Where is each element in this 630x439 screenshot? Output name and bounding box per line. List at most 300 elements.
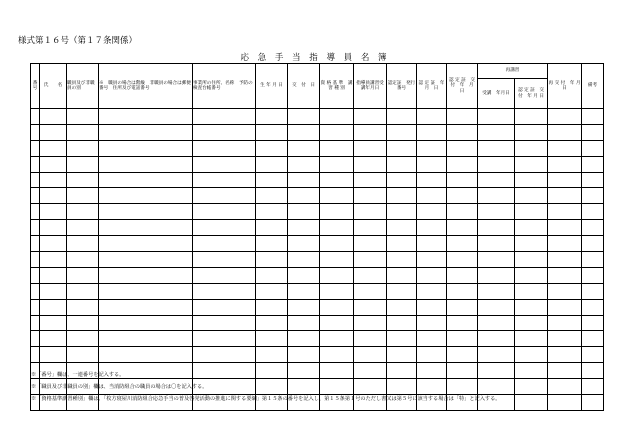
table-cell[interactable] [515,124,548,140]
table-cell[interactable] [548,395,582,411]
table-cell[interactable] [447,140,478,156]
table-cell[interactable] [320,188,354,204]
table-cell[interactable] [288,347,320,363]
table-cell[interactable] [387,220,417,236]
table-cell[interactable] [320,267,354,283]
table-row [31,252,604,268]
table-row [31,204,604,220]
table-cell[interactable] [417,124,447,140]
table-cell[interactable] [582,267,604,283]
table-cell[interactable] [193,188,256,204]
table-cell[interactable] [548,283,582,299]
table-cell[interactable] [320,299,354,315]
table-cell[interactable] [354,172,387,188]
table-cell[interactable] [478,109,515,125]
table-cell[interactable] [256,299,288,315]
table-cell[interactable] [31,267,40,283]
table-cell[interactable] [447,172,478,188]
header-instructor-course: 指導員講習受講年月日 [354,64,387,109]
table-cell[interactable] [288,267,320,283]
table-cell[interactable] [417,236,447,252]
table-cell[interactable] [99,172,193,188]
table-cell[interactable] [67,188,99,204]
table-cell[interactable] [478,252,515,268]
table-cell[interactable] [256,109,288,125]
table-cell[interactable] [354,109,387,125]
table-cell[interactable] [515,363,548,379]
table-cell[interactable] [256,156,288,172]
table-cell[interactable] [417,379,447,395]
table-cell[interactable] [548,347,582,363]
table-cell[interactable] [548,363,582,379]
table-cell[interactable] [193,267,256,283]
table-cell[interactable] [447,315,478,331]
table-cell[interactable] [256,363,288,379]
table-cell[interactable] [548,379,582,395]
table-row [31,347,604,363]
table-cell[interactable] [417,204,447,220]
table-cell[interactable] [582,124,604,140]
table-cell[interactable] [40,156,67,172]
table-cell[interactable] [31,331,40,347]
table-cell[interactable] [447,283,478,299]
table-cell[interactable] [256,140,288,156]
table-cell[interactable] [67,299,99,315]
table-cell[interactable] [515,315,548,331]
table-cell[interactable] [515,379,548,395]
table-cell[interactable] [478,331,515,347]
table-cell[interactable] [417,299,447,315]
table-cell[interactable] [478,124,515,140]
table-cell[interactable] [99,188,193,204]
table-cell[interactable] [193,204,256,220]
table-cell[interactable] [288,109,320,125]
table-cell[interactable] [288,140,320,156]
header-cert-date: 認 定 証 年 月 日 [417,64,447,109]
table-cell[interactable] [67,109,99,125]
table-cell[interactable] [256,267,288,283]
page-title: 応 急 手 当 指 導 員 名 簿 [240,53,390,63]
table-cell[interactable] [582,236,604,252]
table-cell[interactable] [193,252,256,268]
table-cell[interactable] [354,204,387,220]
register-table [30,63,604,411]
table-cell[interactable] [447,299,478,315]
table-cell[interactable] [288,283,320,299]
table-cell[interactable] [256,379,288,395]
table-cell[interactable] [193,363,256,379]
table-cell[interactable] [417,363,447,379]
table-cell[interactable] [288,204,320,220]
table-cell[interactable] [478,379,515,395]
table-cell[interactable] [40,220,67,236]
table-cell[interactable] [387,156,417,172]
table-cell[interactable] [320,252,354,268]
table-cell[interactable] [582,315,604,331]
table-cell[interactable] [582,188,604,204]
table-cell[interactable] [256,252,288,268]
table-cell[interactable] [354,236,387,252]
table-cell[interactable] [288,188,320,204]
table-cell[interactable] [40,252,67,268]
table-cell[interactable] [478,220,515,236]
table-cell[interactable] [31,347,40,363]
table-cell[interactable] [417,172,447,188]
table-cell[interactable] [548,124,582,140]
table-cell[interactable] [256,188,288,204]
table-cell[interactable] [288,172,320,188]
header-number: 番号 [31,64,40,109]
table-cell[interactable] [320,220,354,236]
table-cell[interactable] [387,236,417,252]
table-cell[interactable] [515,109,548,125]
table-cell[interactable] [67,140,99,156]
table-cell[interactable] [548,204,582,220]
table-cell[interactable] [582,299,604,315]
table-cell[interactable] [31,172,40,188]
table-cell[interactable] [99,140,193,156]
table-cell[interactable] [288,156,320,172]
table-cell[interactable] [354,220,387,236]
table-cell[interactable] [67,172,99,188]
table-cell[interactable] [478,299,515,315]
table-cell[interactable] [478,283,515,299]
table-cell[interactable] [548,331,582,347]
table-cell[interactable] [417,331,447,347]
table-cell[interactable] [31,140,40,156]
table-cell[interactable] [31,124,40,140]
table-cell[interactable] [31,283,40,299]
table-cell[interactable] [40,236,67,252]
table-cell[interactable] [478,156,515,172]
table-cell[interactable] [320,172,354,188]
table-cell[interactable] [478,363,515,379]
table-cell[interactable] [447,156,478,172]
table-cell[interactable] [478,315,515,331]
table-cell[interactable] [99,156,193,172]
table-cell[interactable] [354,331,387,347]
table-cell[interactable] [548,172,582,188]
table-cell[interactable] [193,109,256,125]
table-cell[interactable] [387,299,417,315]
table-cell[interactable] [548,156,582,172]
table-cell[interactable] [478,236,515,252]
table-cell[interactable] [288,379,320,395]
table-cell[interactable] [99,109,193,125]
table-cell[interactable] [99,283,193,299]
table-cell[interactable] [447,220,478,236]
table-cell[interactable] [417,283,447,299]
table-cell[interactable] [582,156,604,172]
table-cell[interactable] [320,283,354,299]
table-cell[interactable] [354,363,387,379]
table-cell[interactable] [447,363,478,379]
header-reissue: 再 交 付 年 月 日 [548,64,582,109]
table-cell[interactable] [354,299,387,315]
table-cell[interactable] [582,204,604,220]
table-cell[interactable] [478,347,515,363]
table-cell[interactable] [67,331,99,347]
table-cell[interactable] [99,347,193,363]
table-cell[interactable] [67,252,99,268]
table-cell[interactable] [417,347,447,363]
table-cell[interactable] [582,140,604,156]
table-cell[interactable] [193,156,256,172]
table-cell[interactable] [256,283,288,299]
table-cell[interactable] [387,172,417,188]
table-cell[interactable] [193,220,256,236]
table-cell[interactable] [31,220,40,236]
table-cell[interactable] [515,267,548,283]
table-cell[interactable] [99,204,193,220]
table-cell[interactable] [67,347,99,363]
table-cell[interactable] [354,283,387,299]
table-cell[interactable] [99,267,193,283]
table-cell[interactable] [548,267,582,283]
table-cell[interactable] [193,347,256,363]
table-cell[interactable] [548,299,582,315]
table-cell[interactable] [515,140,548,156]
table-cell[interactable] [256,124,288,140]
table-cell[interactable] [40,331,67,347]
table-cell[interactable] [447,252,478,268]
table-cell[interactable] [515,220,548,236]
table-cell[interactable] [387,252,417,268]
table-cell[interactable] [354,156,387,172]
table-cell[interactable] [447,109,478,125]
table-cell[interactable] [320,363,354,379]
table-cell[interactable] [417,156,447,172]
table-cell[interactable] [40,204,67,220]
table-cell[interactable] [447,188,478,204]
table-cell[interactable] [478,140,515,156]
table-cell[interactable] [515,172,548,188]
table-cell[interactable] [99,331,193,347]
table-cell[interactable] [67,236,99,252]
table-cell[interactable] [582,283,604,299]
table-cell[interactable] [582,379,604,395]
table-cell[interactable] [99,315,193,331]
table-cell[interactable] [320,331,354,347]
table-cell[interactable] [354,188,387,204]
table-row [31,283,604,299]
table-cell[interactable] [67,283,99,299]
table-cell[interactable] [40,299,67,315]
table-cell[interactable] [515,331,548,347]
table-cell[interactable] [193,283,256,299]
table-cell[interactable] [387,347,417,363]
table-cell[interactable] [417,140,447,156]
table-cell[interactable] [582,395,604,411]
table-row [31,331,604,347]
table-cell[interactable] [320,140,354,156]
table-cell[interactable] [417,220,447,236]
table-cell[interactable] [387,267,417,283]
table-cell[interactable] [31,315,40,331]
table-cell[interactable] [40,140,67,156]
table-cell[interactable] [515,283,548,299]
table-cell[interactable] [320,236,354,252]
table-cell[interactable] [548,315,582,331]
table-cell[interactable] [387,109,417,125]
table-cell[interactable] [67,124,99,140]
table-cell[interactable] [548,188,582,204]
table-cell[interactable] [387,204,417,220]
table-cell[interactable] [478,172,515,188]
table-cell[interactable] [582,347,604,363]
table-cell[interactable] [387,140,417,156]
table-cell[interactable] [40,267,67,283]
table-cell[interactable] [99,299,193,315]
table-cell[interactable] [256,347,288,363]
table-cell[interactable] [387,188,417,204]
table-cell[interactable] [478,188,515,204]
table-cell[interactable] [193,236,256,252]
table-cell[interactable] [515,188,548,204]
table-body [31,109,604,411]
table-cell[interactable] [40,109,67,125]
table-cell[interactable] [288,331,320,347]
table-cell[interactable] [387,283,417,299]
table-cell[interactable] [31,252,40,268]
table-cell[interactable] [354,347,387,363]
table-cell[interactable] [447,124,478,140]
table-cell[interactable] [417,252,447,268]
table-cell[interactable] [256,331,288,347]
table-cell[interactable] [515,252,548,268]
table-cell[interactable] [515,299,548,315]
table-cell[interactable] [40,188,67,204]
table-cell[interactable] [417,109,447,125]
table-cell[interactable] [447,331,478,347]
table-cell[interactable] [256,315,288,331]
table-cell[interactable] [320,156,354,172]
table-cell[interactable] [582,220,604,236]
table-cell[interactable] [31,109,40,125]
table-cell[interactable] [193,331,256,347]
table-cell[interactable] [31,156,40,172]
table-cell[interactable] [548,236,582,252]
table-cell[interactable] [67,267,99,283]
table-cell[interactable] [31,236,40,252]
table-cell[interactable] [447,204,478,220]
table-cell[interactable] [417,188,447,204]
table-cell[interactable] [387,363,417,379]
table-cell[interactable] [193,299,256,315]
table-cell[interactable] [256,172,288,188]
table-cell[interactable] [515,236,548,252]
table-cell[interactable] [193,140,256,156]
table-cell[interactable] [40,315,67,331]
table-cell[interactable] [31,204,40,220]
table-cell[interactable] [40,347,67,363]
table-cell[interactable] [387,124,417,140]
table-cell[interactable] [582,172,604,188]
table-cell[interactable] [288,363,320,379]
table-cell[interactable] [31,188,40,204]
table-cell[interactable] [320,347,354,363]
table-cell[interactable] [447,347,478,363]
table-cell[interactable] [99,236,193,252]
table-cell[interactable] [387,331,417,347]
table-cell[interactable] [99,252,193,268]
table-cell[interactable] [354,267,387,283]
table-cell[interactable] [256,236,288,252]
table-cell[interactable] [582,363,604,379]
table-cell[interactable] [31,299,40,315]
table-cell[interactable] [67,220,99,236]
table-cell[interactable] [515,395,548,411]
table-cell[interactable] [548,140,582,156]
table-cell[interactable] [99,124,193,140]
table-cell[interactable] [447,267,478,283]
header-remarks: 備考 [582,64,604,109]
table-cell[interactable] [354,315,387,331]
table-row [31,172,604,188]
table-cell[interactable] [288,252,320,268]
table-cell[interactable] [99,220,193,236]
header-recourse-issue: 認 定 証 交 付 年 月 日 [515,79,548,109]
table-cell[interactable] [288,315,320,331]
table-cell[interactable] [354,379,387,395]
table-cell[interactable] [478,267,515,283]
table-cell[interactable] [387,315,417,331]
table-row [31,315,604,331]
table-cell[interactable] [193,315,256,331]
table-cell[interactable] [320,204,354,220]
table-cell[interactable] [387,379,417,395]
table-cell[interactable] [548,109,582,125]
table-cell[interactable] [40,283,67,299]
table-row [31,220,604,236]
table-cell[interactable] [417,315,447,331]
table-cell[interactable] [548,220,582,236]
table-cell[interactable] [67,204,99,220]
table-cell[interactable] [582,252,604,268]
table-cell[interactable] [67,315,99,331]
table-cell[interactable] [288,124,320,140]
table-cell[interactable] [447,379,478,395]
table-cell[interactable] [548,252,582,268]
table-cell[interactable] [354,140,387,156]
table-cell[interactable] [288,220,320,236]
table-cell[interactable] [40,124,67,140]
table-cell[interactable] [354,252,387,268]
table-cell[interactable] [67,156,99,172]
table-cell[interactable] [417,267,447,283]
table-cell[interactable] [320,315,354,331]
table-cell[interactable] [193,124,256,140]
table-cell[interactable] [288,299,320,315]
table-cell[interactable] [256,220,288,236]
table-row [31,188,604,204]
table-cell[interactable] [447,236,478,252]
table-cell[interactable] [515,204,548,220]
table-cell[interactable] [478,204,515,220]
table-cell[interactable] [40,172,67,188]
table-cell[interactable] [582,331,604,347]
table-cell[interactable] [515,156,548,172]
table-cell[interactable] [515,347,548,363]
table-cell[interactable] [288,236,320,252]
table-cell[interactable] [320,379,354,395]
table-cell[interactable] [256,204,288,220]
table-cell[interactable] [582,109,604,125]
table-cell[interactable] [193,172,256,188]
table-cell[interactable] [320,124,354,140]
table-cell[interactable] [320,109,354,125]
table-cell[interactable] [354,124,387,140]
